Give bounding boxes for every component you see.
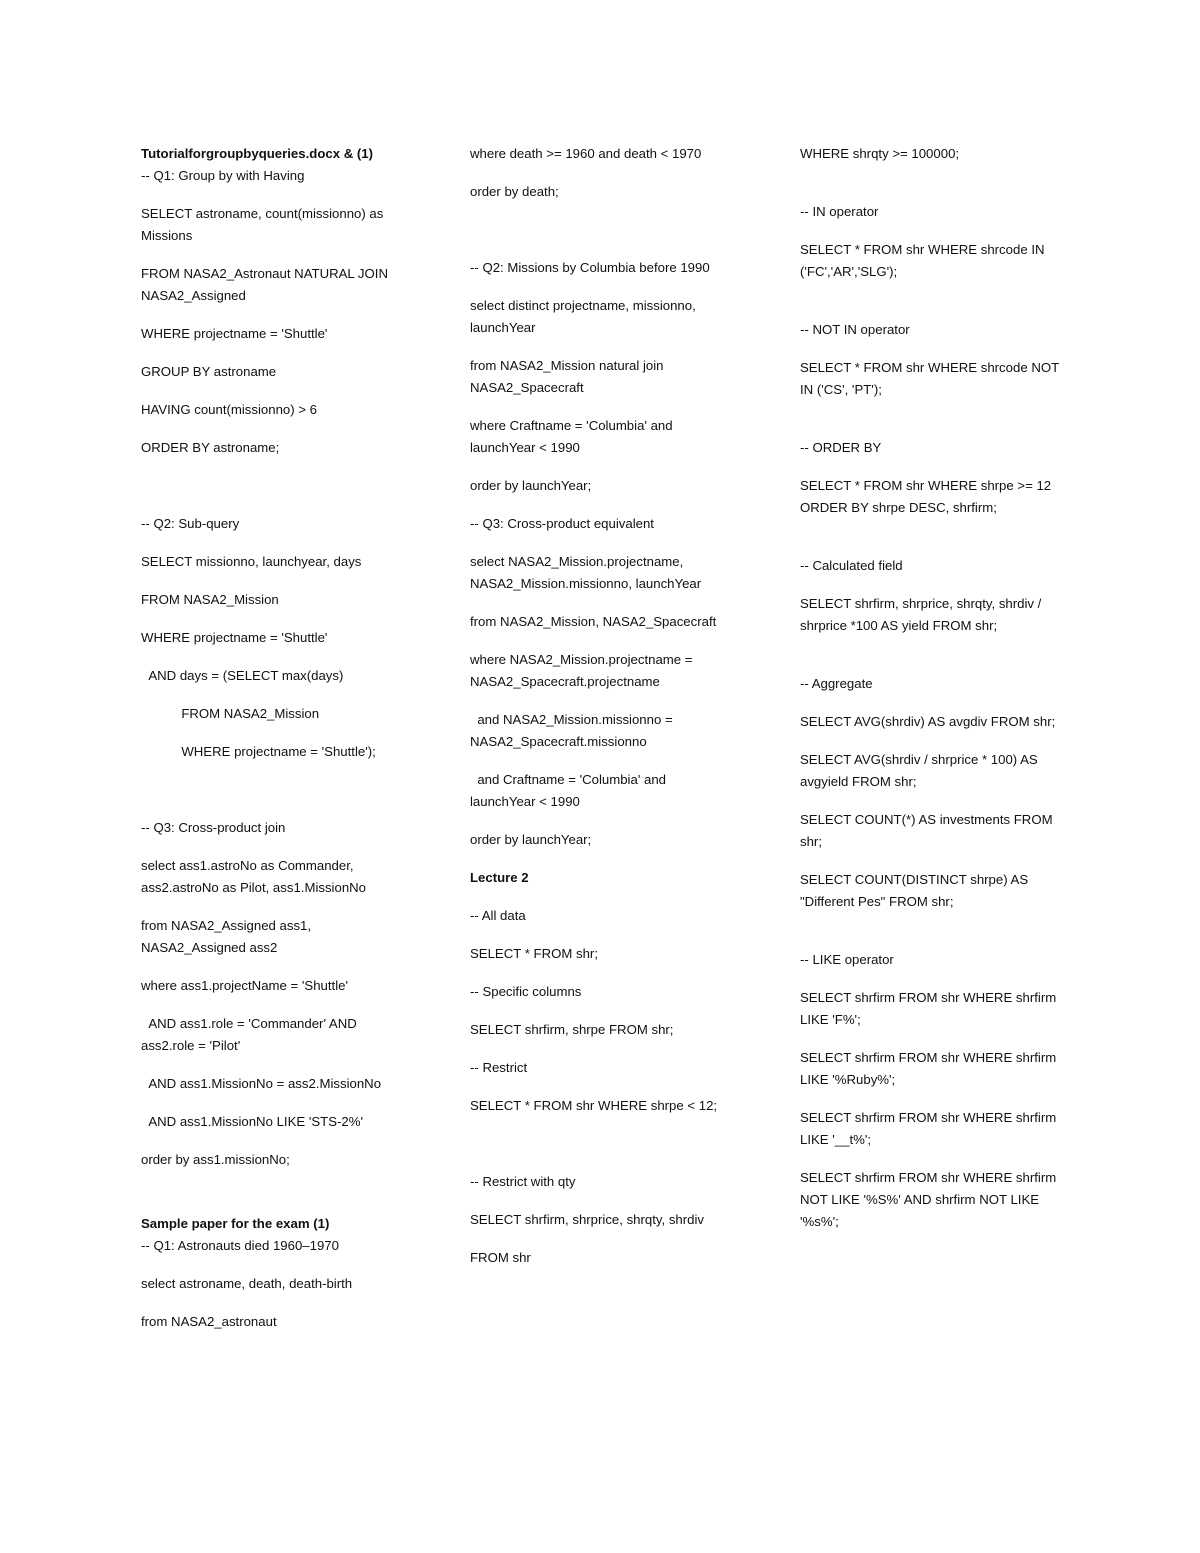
- section-heading-tutorial: Tutorialforgroupbyqueries.docx & (1): [141, 146, 374, 161]
- sql-line: SELECT shrfirm, shrprice, shrqty, shrdiv: [470, 1212, 705, 1227]
- sql-line: SELECT shrfirm, shrprice, shrqty, shrdiv / shrprice *100 AS yield FROM shr;: [800, 596, 1046, 633]
- sql-line: where NASA2_Mission.projectname = NASA2_Spacecraft.projectname: [470, 652, 697, 689]
- sql-line: SELECT astroname, count(missionno) as Missions: [141, 206, 388, 243]
- sql-comment: -- Q2: Missions by Columbia before 1990: [470, 260, 710, 275]
- sql-line: WHERE projectname = 'Shuttle': [141, 326, 328, 341]
- section-heading-sample-paper: Sample paper for the exam (1): [141, 1216, 330, 1231]
- section-heading-lecture-2: Lecture 2: [470, 870, 529, 885]
- sql-line: select distinct projectname, missionno, launchYear: [470, 298, 700, 335]
- sql-line: from NASA2_astronaut: [141, 1314, 277, 1329]
- sql-line: SELECT missionno, launchyear, days: [141, 554, 362, 569]
- sql-comment: -- LIKE operator: [800, 952, 894, 967]
- sql-comment: -- Q1: Astronauts died 1960–1970: [141, 1238, 339, 1253]
- sql-line: HAVING count(missionno) > 6: [141, 402, 318, 417]
- sql-line: AND ass1.MissionNo = ass2.MissionNo: [141, 1076, 382, 1091]
- sql-line: select ass1.astroNo as Commander, ass2.astroNo as Pilot, ass1.MissionNo: [141, 858, 367, 895]
- document-column-2: [470, 143, 735, 1285]
- sql-line: select astroname, death, death-birth: [141, 1276, 353, 1291]
- sql-line: order by death;: [470, 184, 559, 199]
- sql-line: FROM shr: [470, 1250, 531, 1265]
- sql-line: order by ass1.missionNo;: [141, 1152, 290, 1167]
- sql-line: AND ass1.role = 'Commander' AND ass2.role = 'Pilot': [141, 1016, 361, 1053]
- sql-comment: -- IN operator: [800, 204, 879, 219]
- sql-comment: -- Specific columns: [470, 984, 582, 999]
- sql-line: where death >= 1960 and death < 1970: [470, 146, 702, 161]
- sql-line: order by launchYear;: [470, 832, 592, 847]
- sql-line: WHERE projectname = 'Shuttle': [141, 630, 328, 645]
- document-column-1: [141, 143, 406, 1349]
- sql-comment: -- Aggregate: [800, 676, 873, 691]
- sql-comment: -- Restrict with qty: [470, 1174, 576, 1189]
- sql-line: where ass1.projectName = 'Shuttle': [141, 978, 348, 993]
- sql-comment: -- Q3: Cross-product join: [141, 820, 286, 835]
- sql-line: SELECT COUNT(*) AS investments FROM shr;: [800, 812, 1057, 849]
- sql-line: SELECT * FROM shr WHERE shrcode IN ('FC','AR','SLG');: [800, 242, 1049, 279]
- sql-line: SELECT shrfirm FROM shr WHERE shrfirm LIKE 'F%';: [800, 990, 1060, 1027]
- sql-line: FROM NASA2_Mission: [141, 706, 320, 721]
- sql-line: SELECT shrfirm FROM shr WHERE shrfirm LIKE '__t%';: [800, 1110, 1060, 1147]
- sql-line: where Craftname = 'Columbia' and launchYear < 1990: [470, 418, 677, 455]
- sql-comment: -- Q1: Group by with Having: [141, 168, 305, 183]
- sql-line: GROUP BY astroname: [141, 364, 277, 379]
- sql-line: and NASA2_Mission.missionno = NASA2_Spacecraft.missionno: [470, 712, 677, 749]
- sql-comment: -- All data: [470, 908, 526, 923]
- sql-comment: -- Q3: Cross-product equivalent: [470, 516, 654, 531]
- sql-line: SELECT COUNT(DISTINCT shrpe) AS "Different Pes" FROM shr;: [800, 872, 1032, 909]
- sql-line: AND days = (SELECT max(days): [141, 668, 344, 683]
- sql-comment: -- NOT IN operator: [800, 322, 910, 337]
- sql-line: SELECT AVG(shrdiv / shrprice * 100) AS avgyield FROM shr;: [800, 752, 1042, 789]
- sql-line: SELECT shrfirm FROM shr WHERE shrfirm LIKE '%Ruby%';: [800, 1050, 1060, 1087]
- sql-line: SELECT * FROM shr WHERE shrpe < 12;: [470, 1098, 718, 1113]
- sql-line: and Craftname = 'Columbia' and launchYear < 1990: [470, 772, 670, 809]
- sql-line: AND ass1.MissionNo LIKE 'STS-2%': [141, 1114, 363, 1129]
- sql-line: SELECT * FROM shr WHERE shrcode NOT IN ('CS', 'PT');: [800, 360, 1063, 397]
- sql-line: FROM NASA2_Astronaut NATURAL JOIN NASA2_Assigned: [141, 266, 392, 303]
- sql-line: WHERE shrqty >= 100000;: [800, 146, 960, 161]
- sql-line: WHERE projectname = 'Shuttle');: [141, 744, 376, 759]
- sql-line: SELECT * FROM shr WHERE shrpe >= 12 ORDER BY shrpe DESC, shrfirm;: [800, 478, 1055, 515]
- sql-comment: -- Q2: Sub-query: [141, 516, 240, 531]
- sql-line: from NASA2_Assigned ass1, NASA2_Assigned ass2: [141, 918, 315, 955]
- sql-comment: -- Calculated field: [800, 558, 903, 573]
- sql-line: select NASA2_Mission.projectname, NASA2_Mission.missionno, launchYear: [470, 554, 702, 591]
- sql-line: SELECT AVG(shrdiv) AS avgdiv FROM shr;: [800, 714, 1056, 729]
- sql-line: SELECT shrfirm FROM shr WHERE shrfirm NOT LIKE '%S%' AND shrfirm NOT LIKE '%s%';: [800, 1170, 1060, 1229]
- sql-line: SELECT shrfirm, shrpe FROM shr;: [470, 1022, 674, 1037]
- sql-line: order by launchYear;: [470, 478, 592, 493]
- sql-line: SELECT * FROM shr;: [470, 946, 598, 961]
- sql-line: from NASA2_Mission, NASA2_Spacecraft: [470, 614, 717, 629]
- sql-line: from NASA2_Mission natural join NASA2_Spacecraft: [470, 358, 668, 395]
- document-column-3: [800, 143, 1063, 1249]
- sql-line: ORDER BY astroname;: [141, 440, 280, 455]
- sql-line: FROM NASA2_Mission: [141, 592, 279, 607]
- sql-comment: -- ORDER BY: [800, 440, 882, 455]
- sql-comment: -- Restrict: [470, 1060, 528, 1075]
